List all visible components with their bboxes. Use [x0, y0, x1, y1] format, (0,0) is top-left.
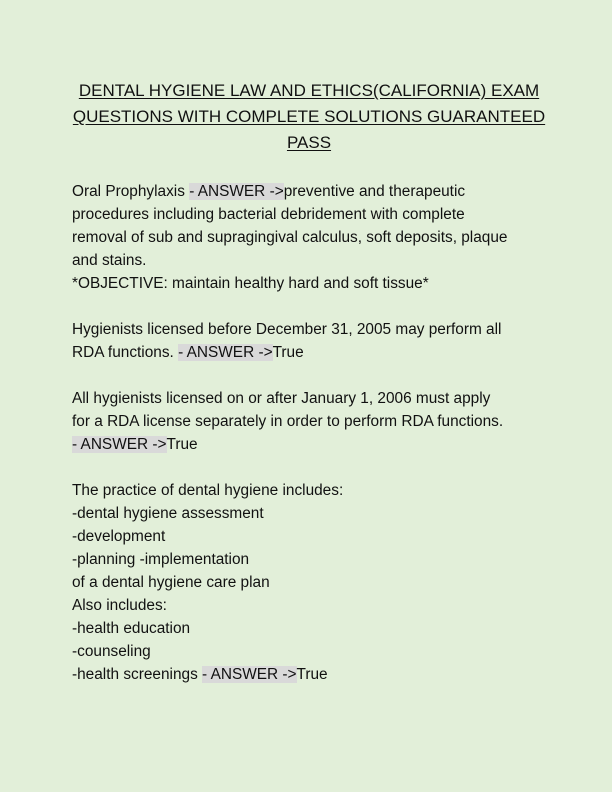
- question-text: Oral Prophylaxis: [72, 183, 190, 200]
- question-line: for a RDA license separately in order to perform RDA functions.: [72, 413, 504, 430]
- title-line-3: PASS: [286, 133, 332, 152]
- qa-item-rda-after-2006: [72, 387, 552, 456]
- question-line: -counseling: [72, 643, 151, 660]
- answer-line: *OBJECTIVE: maintain healthy hard and soft tissue*: [72, 275, 429, 292]
- document-body: [72, 180, 552, 686]
- qa-line: [72, 180, 552, 203]
- answer-marker: - ANSWER ->: [178, 344, 273, 361]
- answer-line: removal of sub and supragingival calculus, soft deposits, plaque: [72, 229, 508, 246]
- question-line: Hygienists licensed before December 31, 2005 may perform all: [72, 321, 502, 338]
- title-line-1: DENTAL HYGIENE LAW AND ETHICS(CALIFORNIA) EXAM: [78, 81, 540, 100]
- question-line: All hygienists licensed on or after January 1, 2006 must apply: [72, 390, 491, 407]
- spacer: [72, 456, 552, 479]
- question-line: -planning -implementation: [72, 551, 250, 568]
- spacer: [72, 295, 552, 318]
- qa-line: [72, 433, 552, 456]
- spacer: [72, 364, 552, 387]
- answer-text: preventive and therapeutic: [283, 183, 466, 200]
- answer-marker: - ANSWER ->: [202, 666, 297, 683]
- qa-line: [72, 663, 552, 686]
- question-line: The practice of dental hygiene includes:: [72, 482, 344, 499]
- question-line: of a dental hygiene care plan: [72, 574, 270, 591]
- answer-text: True: [296, 666, 328, 683]
- answer-text: True: [166, 436, 198, 453]
- answer-marker: - ANSWER ->: [72, 436, 167, 453]
- question-line: -health education: [72, 620, 191, 637]
- answer-line: and stains.: [72, 252, 147, 269]
- answer-text: True: [272, 344, 304, 361]
- qa-item-practice-includes: [72, 479, 552, 686]
- question-text: RDA functions.: [72, 344, 179, 361]
- question-line: -dental hygiene assessment: [72, 505, 264, 522]
- qa-item-oral-prophylaxis: [72, 180, 552, 295]
- question-line: Also includes:: [72, 597, 167, 614]
- qa-line: [72, 341, 552, 364]
- question-text: -health screenings: [72, 666, 203, 683]
- answer-marker: - ANSWER ->: [189, 183, 284, 200]
- qa-item-rda-before-2005: [72, 318, 552, 364]
- title-line-2: QUESTIONS WITH COMPLETE SOLUTIONS GUARANTEED: [72, 107, 546, 126]
- answer-line: procedures including bacterial debridement with complete: [72, 206, 465, 223]
- question-line: -development: [72, 528, 166, 545]
- document-title: [72, 78, 546, 156]
